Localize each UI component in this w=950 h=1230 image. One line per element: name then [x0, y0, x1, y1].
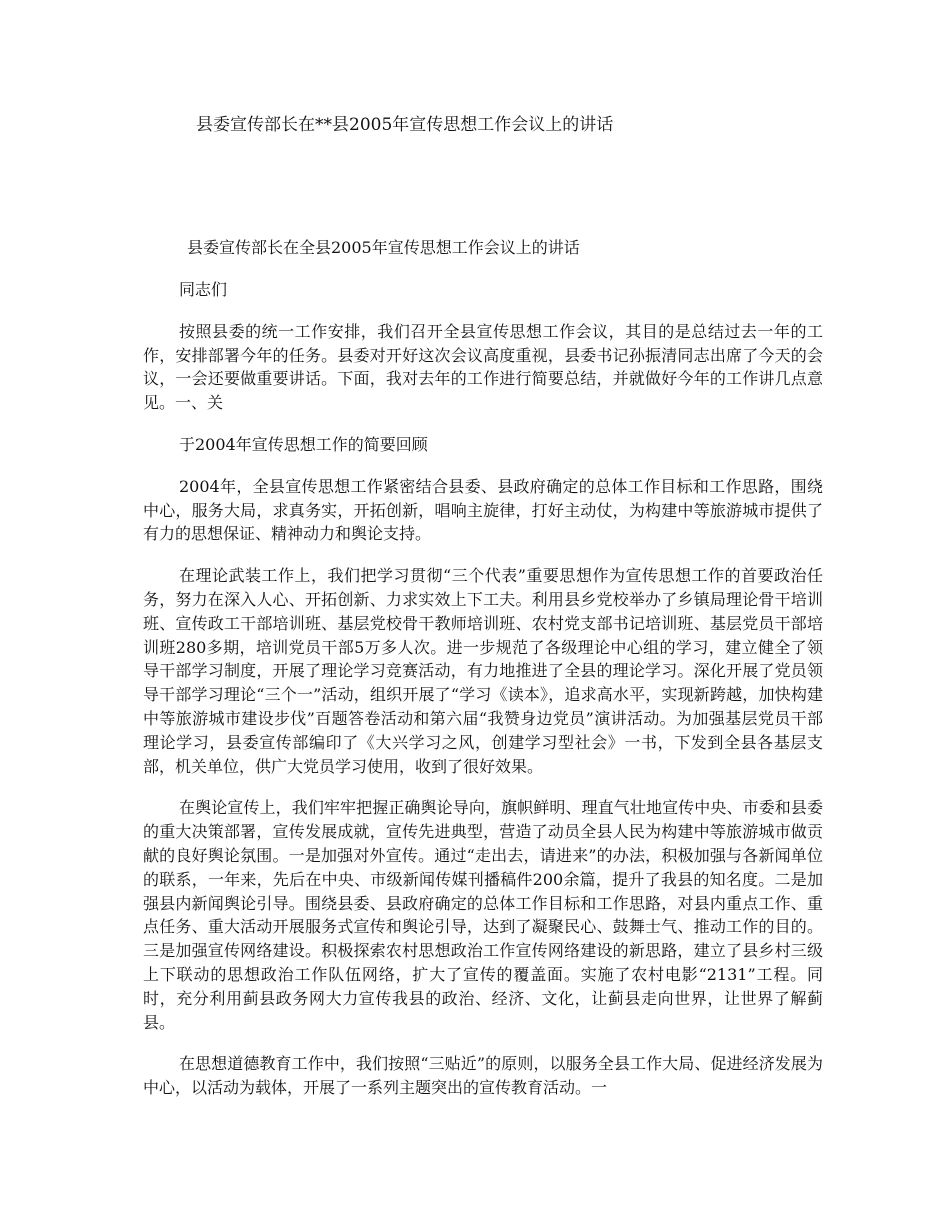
moral-education-paragraph: 在思想道德教育工作中，我们按照“三贴近”的原则，以服务全县工作大局、促进经济发展为中心，以活动为载体，开展了一系列主题突出的宣传教育活动。一 — [143, 1054, 823, 1098]
theory-paragraph: 在理论武装工作上，我们把学习贯彻“三个代表”重要思想作为宣传思想工作的首要政治任务，努力在深入人心、开拓创新、力求实效上下工夫。利用县乡党校举办了乡镇局理论骨干培训班、宣传政工干部培训班、基层党校骨干教师培训班、农村党支部书记培训班、基层党员干部培训班280多期，培训党员干部5万多人次。进一步规范了各级理论中心组的学习，建立健全了领导干部学习制度，开展了理论学习竞赛活动，有力地推进了全县的理论学习。深化开展了党员领导干部学习理论“三个一”活动，组织开展了“学习《读本》，追求高水平，实现新跨越，加快构建中等旅游城市建设步伐”百题答卷活动和第六届“我赞身边党员”演讲活动。为加强基层党员干部理论学习，县委宣传部编印了《大兴学习之风，创建学习型社会》一书，下发到全县各基层支部，机关单位，供广大党员学习使用，收到了很好效果。 — [143, 566, 823, 776]
intro-paragraph: 按照县委的统一工作安排，我们召开全县宣传思想工作会议，其目的是总结过去一年的工作，安排部署今年的任务。县委对开好这次会议高度重视，县委书记孙振清同志出席了今天的会议，一会还要做重要讲话。下面，我对去年的工作进行简要总结，并就做好今年的工作讲几点意见。一、关 — [143, 321, 823, 413]
salutation-paragraph: 同志们 — [179, 280, 228, 299]
speech-subtitle: 县委宣传部长在全县2005年宣传思想工作会议上的讲话 — [187, 238, 580, 257]
overview-paragraph: 2004年，全县宣传思想工作紧密结合县委、县政府确定的总体工作目标和工作思路，围绕中心，服务大局，求真务实，开拓创新，唱响主旋律，打好主动仗，为构建中等旅游城市提供了有力的思想保证、精神动力和舆论支持。 — [143, 476, 823, 544]
publicity-paragraph: 在舆论宣传上，我们牢牢把握正确舆论导向，旗帜鲜明、理直气壮地宣传中央、市委和县委的重大决策部署，宣传发展成就，宣传先进典型，营造了动员全县人民为构建中等旅游城市做贡献的良好舆论氛围。一是加强对外宣传。通过“走出去，请进来”的办法，积极加强与各新闻单位的联系，一年来，先后在中央、市级新闻传媒刊播稿件200余篇，提升了我县的知名度。二是加强县内新闻舆论引导。围绕县委、县政府确定的总体工作目标和工作思路，对县内重点工作、重点任务、重大活动开展服务式宣传和舆论引导，达到了凝聚民心、鼓舞士气、推动工作的目的。三是加强宣传网络建设。积极探索农村思想政治工作宣传网络建设的新思路，建立了县乡村三级上下联动的思想政治工作队伍网络，扩大了宣传的覆盖面。实施了农村电影“2131”工程。同时，充分利用蓟县政务网大力宣传我县的政治、经济、文化，让蓟县走向世界，让世界了解蓟县。 — [143, 798, 823, 1032]
section-heading-paragraph: 于2004年宣传思想工作的简要回顾 — [179, 434, 428, 454]
document-body — [143, 236, 823, 1118]
document-title: 县委宣传部长在**县2005年宣传思想工作会议上的讲话 — [196, 115, 614, 135]
